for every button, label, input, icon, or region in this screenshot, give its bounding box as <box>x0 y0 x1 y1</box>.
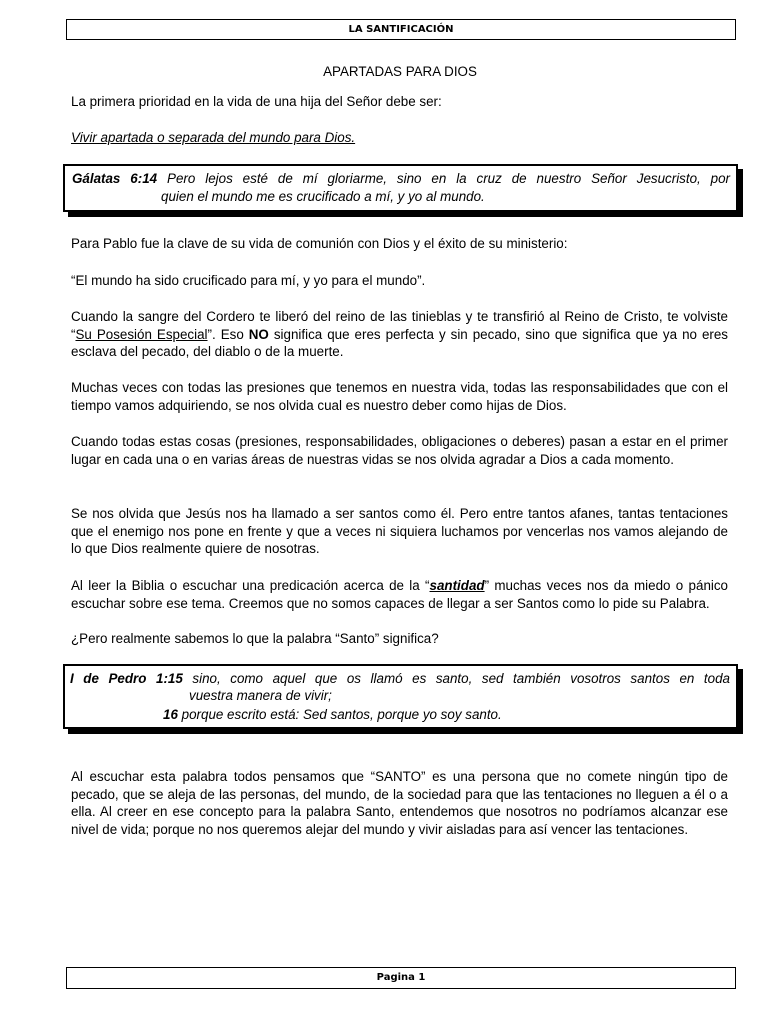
paragraph-4: Muchas veces con todas las presiones que tenemos en nuestra vida, todas las responsabilidades que con el tiempo vamos adquiriendo, se nos olvida cual es nuestro deber como hijas de Dios. <box>71 380 728 413</box>
paragraph-7 <box>71 577 728 612</box>
p7-part-a: Al leer la Biblia o escuchar una predicación acerca de la “ <box>71 578 430 593</box>
verse1-line1 <box>72 170 730 187</box>
verse2-ref: I de Pedro 1:15 <box>70 671 183 686</box>
verse1-text1: Pero lejos esté de mí gloriarme, sino en la cruz de nuestro Señor Jesucristo, por <box>167 171 731 186</box>
paragraph-2: “El mundo ha sido crucificado para mí, y yo para el mundo”. <box>71 273 426 288</box>
verse2-text3: porque escrito está: Sed santos, porque yo soy santo. <box>181 707 502 722</box>
page-header <box>66 19 736 40</box>
verse1-ref: Gálatas 6:14 <box>72 171 158 186</box>
paragraph-8: Al escuchar esta palabra todos pensamos que “SANTO” es una persona que no comete ningún tipo de pecado, que se aleja de las personas, del mundo, de la sociedad para que las tentaciones no lleguen a él o a ella. Al creer en ese concepto para la palabra Santo, entendemos que nosotros no podríamos alcanzar ese nivel de vida; porque no nos queremos alejar del mundo y vivir aisladas para así vencer las tentaciones. <box>71 769 728 837</box>
verse2-line3 <box>163 706 502 723</box>
verse1-line2: quien el mundo me es crucificado a mí, y yo al mundo. <box>161 189 485 204</box>
header-title: LA SANTIFICACIÓN <box>348 24 454 35</box>
p3-part-e: significa que eres perfecta y sin pecado, sino que significa que ya no eres esclava del pecado, del diablo o de la muerte. <box>71 326 728 359</box>
p7-part-c: ” muchas veces nos da miedo o pánico escuchar sobre ese tema. Creemos que no somos capaces de llegar a ser Santos como lo pide su Palabra. <box>71 578 729 611</box>
verse2-text1: sino, como aquel que os llamó es santo, sed también vosotros santos en toda <box>192 671 730 686</box>
verse2-line2: vuestra manera de vivir; <box>189 688 332 703</box>
verse2-ref2: 16 <box>163 707 178 722</box>
paragraph-7-question: ¿Pero realmente sabemos lo que la palabra “Santo” significa? <box>71 631 439 646</box>
verse2-line1 <box>70 670 730 687</box>
footer-page-number: Pagina 1 <box>376 972 426 983</box>
intro-paragraph: La primera prioridad en la vida de una hija del Señor debe ser: <box>71 94 442 109</box>
verse-box-pedro <box>63 664 738 729</box>
section-title: APARTADAS PARA DIOS <box>323 64 477 79</box>
paragraph-5: Cuando todas estas cosas (presiones, responsabilidades, obligaciones o deberes) pasan a estar en el primer lugar en cada una o en varias áreas de nuestras vidas se nos olvida agradar a Dios a cada momento. <box>71 434 728 467</box>
p3-part-c: ”. Eso <box>207 326 249 342</box>
intro-underlined <box>71 129 728 147</box>
p3-underlined: Su Posesión Especial <box>75 326 208 342</box>
p3-part-a: Cuando la sangre del Cordero te liberó del reino de las tinieblas y te transfirió al Reino de Cristo, te volviste “ <box>71 309 728 342</box>
p7-emphasis: santidad <box>429 578 485 593</box>
intro-underlined-text: Vivir apartada o separada del mundo para Dios. <box>71 130 356 145</box>
page-footer <box>66 967 736 989</box>
p3-bold: NO <box>248 326 269 342</box>
paragraph-3 <box>71 308 728 361</box>
paragraph-1: Para Pablo fue la clave de su vida de comunión con Dios y el éxito de su ministerio: <box>71 236 568 251</box>
verse-box-galatas <box>63 164 738 212</box>
paragraph-6: Se nos olvida que Jesús nos ha llamado a ser santos como él. Pero entre tantos afanes, tantas tentaciones que el enemigo nos pone en frente y que a veces ni siquiera luchamos por vencerlas nos vamos alejando de lo que Dios realmente quiere de nosotras. <box>71 506 728 556</box>
